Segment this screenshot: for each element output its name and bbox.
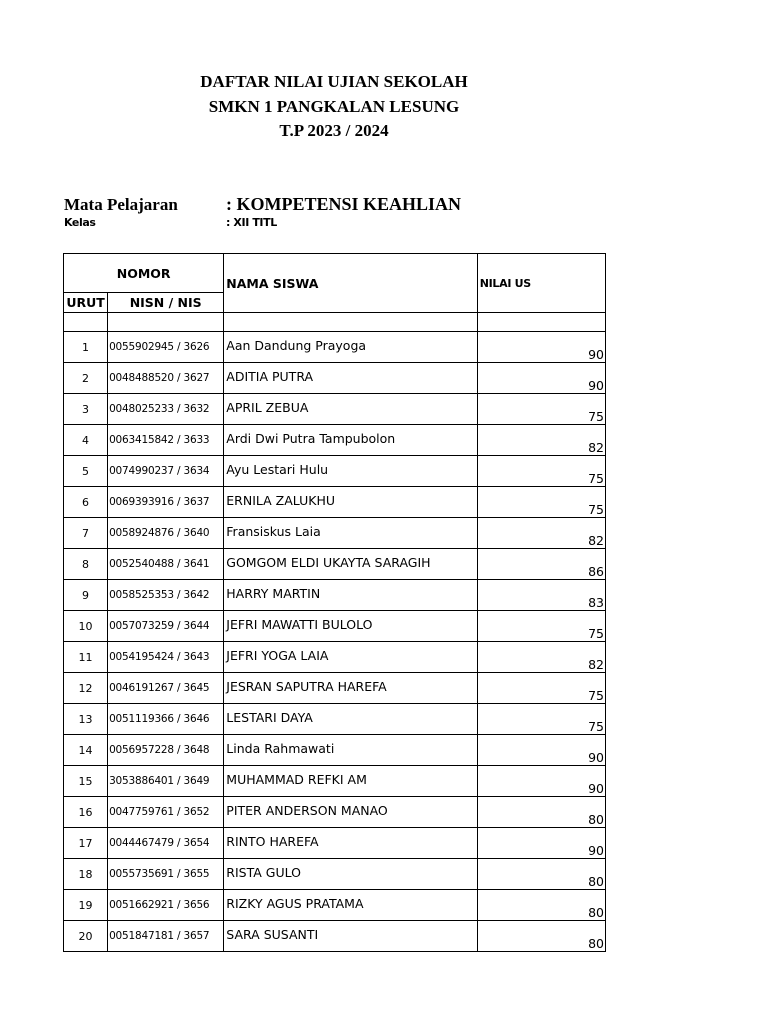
student-name-text: Ayu Lestari Hulu bbox=[226, 461, 329, 477]
row-score: 82 bbox=[477, 642, 605, 673]
row-student-name bbox=[224, 487, 477, 518]
row-number: 5 bbox=[64, 456, 108, 487]
table-row bbox=[64, 921, 606, 952]
row-number: 8 bbox=[64, 549, 108, 580]
row-nisn: 0052540488 / 3641 bbox=[108, 549, 224, 580]
table-row bbox=[64, 487, 606, 518]
row-nisn: 0044467479 / 3654 bbox=[108, 828, 224, 859]
row-score: 90 bbox=[477, 363, 605, 394]
student-name-text: ERNILA ZALUKHU bbox=[226, 492, 336, 508]
row-student-name bbox=[224, 394, 477, 425]
row-student-name bbox=[224, 859, 477, 890]
row-nisn: 0054195424 / 3643 bbox=[108, 642, 224, 673]
header-nama-siswa: NAMA SISWA bbox=[224, 254, 477, 313]
row-student-name bbox=[224, 766, 477, 797]
student-name-text: JEFRI MAWATTI BULOLO bbox=[226, 616, 373, 632]
student-name-text: JEFRI YOGA LAIA bbox=[226, 647, 329, 663]
header-urut: URUT bbox=[64, 293, 108, 313]
row-number: 17 bbox=[64, 828, 108, 859]
row-number: 15 bbox=[64, 766, 108, 797]
row-score: 82 bbox=[477, 518, 605, 549]
row-nisn: 0057073259 / 3644 bbox=[108, 611, 224, 642]
student-name-text: Aan Dandung Prayoga bbox=[226, 337, 367, 353]
table-row bbox=[64, 394, 606, 425]
row-number: 7 bbox=[64, 518, 108, 549]
student-name-text: Fransiskus Laia bbox=[226, 523, 321, 539]
grades-table bbox=[63, 253, 606, 952]
row-number: 9 bbox=[64, 580, 108, 611]
row-nisn: 0051847181 / 3657 bbox=[108, 921, 224, 952]
row-student-name bbox=[224, 797, 477, 828]
row-nisn: 0051119366 / 3646 bbox=[108, 704, 224, 735]
row-nisn: 0048488520 / 3627 bbox=[108, 363, 224, 394]
row-nisn: 0048025233 / 3632 bbox=[108, 394, 224, 425]
spacer-row bbox=[64, 313, 606, 332]
document-title: DAFTAR NILAI UJIAN SEKOLAH bbox=[200, 72, 468, 91]
table-row bbox=[64, 890, 606, 921]
row-number: 19 bbox=[64, 890, 108, 921]
row-nisn: 0074990237 / 3634 bbox=[108, 456, 224, 487]
row-nisn: 0069393916 / 3637 bbox=[108, 487, 224, 518]
row-nisn: 0047759761 / 3652 bbox=[108, 797, 224, 828]
row-student-name bbox=[224, 921, 477, 952]
student-name-text: PITER ANDERSON MANAO bbox=[226, 802, 388, 818]
table-row bbox=[64, 332, 606, 363]
student-name-text: RIZKY AGUS PRATAMA bbox=[226, 895, 364, 911]
row-student-name bbox=[224, 673, 477, 704]
row-score: 90 bbox=[477, 735, 605, 766]
student-name-text: Linda Rahmawati bbox=[226, 740, 335, 756]
table-row bbox=[64, 456, 606, 487]
row-score: 80 bbox=[477, 890, 605, 921]
row-student-name bbox=[224, 456, 477, 487]
row-student-name bbox=[224, 642, 477, 673]
student-name-text: LESTARI DAYA bbox=[226, 709, 313, 725]
empty-cell bbox=[224, 313, 477, 332]
row-score: 75 bbox=[477, 673, 605, 704]
table-row bbox=[64, 704, 606, 735]
school-year: T.P 2023 / 2024 bbox=[279, 121, 389, 140]
school-name: SMKN 1 PANGKALAN LESUNG bbox=[208, 97, 460, 116]
row-score: 90 bbox=[477, 766, 605, 797]
row-student-name bbox=[224, 332, 477, 363]
row-score: 80 bbox=[477, 859, 605, 890]
subject-value: : KOMPETENSI KEAHLIAN bbox=[226, 194, 462, 214]
table-row bbox=[64, 859, 606, 890]
row-number: 18 bbox=[64, 859, 108, 890]
student-name-text: JESRAN SAPUTRA HAREFA bbox=[226, 678, 387, 694]
row-number: 11 bbox=[64, 642, 108, 673]
row-student-name bbox=[224, 425, 477, 456]
row-student-name bbox=[224, 611, 477, 642]
empty-cell bbox=[477, 313, 605, 332]
row-score: 90 bbox=[477, 332, 605, 363]
class-label: Kelas bbox=[64, 216, 96, 229]
student-name-text: APRIL ZEBUA bbox=[226, 399, 309, 415]
table-row bbox=[64, 580, 606, 611]
row-score: 75 bbox=[477, 611, 605, 642]
row-student-name bbox=[224, 518, 477, 549]
row-nisn: 0063415842 / 3633 bbox=[108, 425, 224, 456]
row-number: 20 bbox=[64, 921, 108, 952]
row-number: 13 bbox=[64, 704, 108, 735]
student-name-text: MUHAMMAD REFKI AM bbox=[226, 771, 367, 787]
header-nisn: NISN / NIS bbox=[108, 293, 224, 313]
row-score: 75 bbox=[477, 394, 605, 425]
row-nisn: 0058525353 / 3642 bbox=[108, 580, 224, 611]
table-row bbox=[64, 549, 606, 580]
row-number: 10 bbox=[64, 611, 108, 642]
empty-cell bbox=[64, 313, 108, 332]
row-student-name bbox=[224, 704, 477, 735]
row-student-name bbox=[224, 890, 477, 921]
row-score: 75 bbox=[477, 487, 605, 518]
row-number: 12 bbox=[64, 673, 108, 704]
student-name-text: GOMGOM ELDI UKAYTA SARAGIH bbox=[226, 554, 431, 570]
row-student-name bbox=[224, 549, 477, 580]
row-score: 80 bbox=[477, 921, 605, 952]
row-nisn: 0055735691 / 3655 bbox=[108, 859, 224, 890]
student-name-text: RISTA GULO bbox=[226, 864, 301, 880]
row-nisn: 0051662921 / 3656 bbox=[108, 890, 224, 921]
empty-cell bbox=[108, 313, 224, 332]
row-score: 90 bbox=[477, 828, 605, 859]
table-row bbox=[64, 828, 606, 859]
row-number: 6 bbox=[64, 487, 108, 518]
row-number: 2 bbox=[64, 363, 108, 394]
row-nisn: 0058924876 / 3640 bbox=[108, 518, 224, 549]
table-row bbox=[64, 797, 606, 828]
header-nilai-us: NILAI US bbox=[477, 254, 605, 313]
row-number: 14 bbox=[64, 735, 108, 766]
row-nisn: 0046191267 / 3645 bbox=[108, 673, 224, 704]
table-row bbox=[64, 673, 606, 704]
row-nisn: 3053886401 / 3649 bbox=[108, 766, 224, 797]
row-number: 1 bbox=[64, 332, 108, 363]
student-name-text: HARRY MARTIN bbox=[226, 585, 321, 601]
row-score: 83 bbox=[477, 580, 605, 611]
row-number: 16 bbox=[64, 797, 108, 828]
row-score: 75 bbox=[477, 704, 605, 735]
row-student-name bbox=[224, 735, 477, 766]
table-row bbox=[64, 642, 606, 673]
table-row bbox=[64, 766, 606, 797]
row-nisn: 0056957228 / 3648 bbox=[108, 735, 224, 766]
row-score: 80 bbox=[477, 797, 605, 828]
row-score: 86 bbox=[477, 549, 605, 580]
subject-label: Mata Pelajaran bbox=[64, 195, 178, 214]
student-name-text: SARA SUSANTI bbox=[226, 926, 319, 942]
row-score: 82 bbox=[477, 425, 605, 456]
row-student-name bbox=[224, 828, 477, 859]
row-nisn: 0055902945 / 3626 bbox=[108, 332, 224, 363]
header-nomor: NOMOR bbox=[64, 254, 224, 293]
row-score: 75 bbox=[477, 456, 605, 487]
table-row bbox=[64, 518, 606, 549]
row-number: 4 bbox=[64, 425, 108, 456]
student-name-text: ADITIA PUTRA bbox=[226, 368, 314, 384]
row-number: 3 bbox=[64, 394, 108, 425]
student-name-text: RINTO HAREFA bbox=[226, 833, 319, 849]
table-row bbox=[64, 363, 606, 394]
class-value: : XII TITL bbox=[226, 216, 277, 229]
row-student-name bbox=[224, 580, 477, 611]
table-row bbox=[64, 735, 606, 766]
table-row bbox=[64, 611, 606, 642]
row-student-name bbox=[224, 363, 477, 394]
student-name-text: Ardi Dwi Putra Tampubolon bbox=[226, 430, 396, 446]
table-row bbox=[64, 425, 606, 456]
